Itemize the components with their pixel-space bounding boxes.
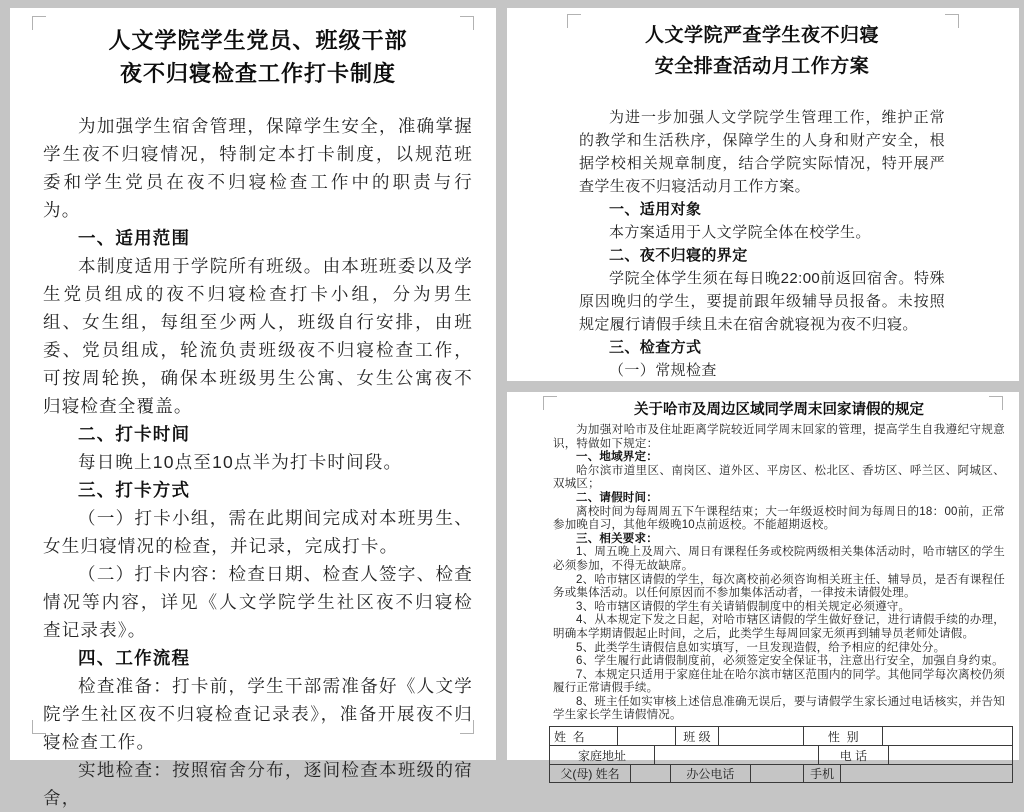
table-input-cell — [618, 727, 676, 746]
paragraph: 三、相关要求： — [576, 532, 658, 545]
table-label-cell: 电 话 — [819, 746, 889, 765]
paragraph: 二、打卡时间 — [78, 424, 191, 444]
paragraph: 一、适用对象 — [609, 201, 702, 218]
margin-crop-mark — [989, 396, 1003, 410]
paragraph: 6、学生履行此请假制度前，必须签定安全保证书，注意出行安全，加强自身约束。 — [576, 655, 1004, 668]
table-label-cell: 家庭地址 — [550, 746, 655, 765]
title-line-1: 人文学院学生党员、班级干部 — [108, 28, 408, 53]
table-input-cell — [655, 746, 819, 765]
paragraph: 四、工作流程 — [78, 648, 191, 668]
title-line-2: 夜不归寝检查工作打卡制度 — [119, 61, 396, 86]
table-row — [550, 727, 1013, 746]
paragraph: 5、此类学生请假信息如实填写，一旦发现造假，给予相应的纪律处分。 — [576, 641, 946, 654]
paragraph: 二、夜不归寝的界定 — [609, 247, 748, 264]
paragraph: 实地检查：按照宿舍分布，逐间检查本班级的宿舍， — [43, 760, 473, 808]
table-label-cell: 办公电话 — [671, 765, 751, 783]
paragraph: 一、地域界定： — [576, 451, 658, 464]
table-input-cell — [751, 765, 804, 783]
document-page-attendance-system — [10, 8, 496, 808]
table-row — [550, 765, 1013, 783]
margin-crop-mark — [543, 396, 557, 410]
paragraph: 本方案适用于人文学院全体在校学生。 — [609, 224, 871, 241]
paragraph: 8、班主任如实审核上述信息准确无误后，要与请假学生家长通过电话核实，并告知学生家长学生请假情况。 — [553, 695, 1005, 722]
title-line-1: 人文学院严查学生夜不归寝 — [644, 25, 879, 46]
paragraph: 2、哈市辖区请假的学生，每次离校前必须咨询相关班主任、辅导员，是否有课程任务或集体活动。以任何原因而不参加集体活动者，一律按未请假处理。 — [553, 573, 1005, 600]
table-input-cell — [841, 765, 1013, 783]
paragraph: 3、哈市辖区请假的学生有关请销假制度中的相关规定必须遵守。 — [576, 600, 911, 613]
paragraph: （一）常规检查 — [609, 362, 717, 379]
page-title — [43, 24, 473, 90]
document-body — [43, 112, 473, 812]
table-input-cell — [719, 727, 804, 746]
paragraph: 三、打卡方式 — [78, 480, 191, 500]
paragraph: （二）打卡内容：检查日期、检查人签字、检查情况等内容，详见《人文学院学生社区夜不归寝检查记录表》。 — [43, 564, 473, 640]
paragraph: （一）打卡小组，需在此期间完成对本班男生、女生归寝情况的检查，并记录，完成打卡。 — [43, 508, 473, 556]
page-title — [579, 20, 945, 82]
margin-crop-mark — [460, 16, 474, 30]
paragraph: 本制度适用于学院所有班级。由本班班委以及学生党员组成的夜不归寝检查打卡小组，分为男生组、女生组，每组至少两人，班级自行安排，由班委、党员组成，轮流负责班级夜不归寝检查工作，可按周轮换，确保本班级男生公寓、女生公寓夜不归寝检查全覆盖。 — [43, 256, 473, 416]
margin-crop-mark — [32, 720, 46, 734]
paragraph: 为加强学生宿舍管理，保障学生安全，准确掌握学生夜不归寝情况，特制定本打卡制度，以规范班委和学生党员在夜不归寝检查工作中的职责与行为。 — [43, 116, 473, 220]
table-input-cell — [883, 727, 1013, 746]
paragraph: 1、周五晚上及周六、周日有课程任务或校院两级相关集体活动时，哈市辖区的学生必须参加，不得无故缺席。 — [553, 546, 1005, 572]
paragraph: 7、本规定只适用于家庭住址在哈尔滨市辖区范围内的同学。其他同学每次离校仍须履行正常请假手续。 — [553, 668, 1005, 695]
table-label-cell: 性 别 — [804, 727, 883, 746]
paragraph: 每日晚上10点至10点半为打卡时间段。 — [78, 452, 403, 472]
table-input-cell — [889, 746, 1013, 765]
paragraph: 三、检查方式 — [609, 339, 702, 356]
paragraph: 为进一步加强人文学院学生管理工作，维护正常的教学和生活秩序，保障学生的人身和财产安全，根据学校相关规章制度，结合学院实际情况，特开展严查学生夜不归寝活动月工作方案。 — [579, 109, 945, 195]
document-body — [553, 424, 1005, 723]
table-label-cell: 手机 — [804, 765, 841, 783]
paragraph: 二、请假时间： — [576, 491, 658, 504]
margin-crop-mark — [945, 14, 959, 28]
table-label-cell: 班 级 — [676, 727, 719, 746]
margin-crop-mark — [460, 720, 474, 734]
title-line-2: 安全排查活动月工作方案 — [654, 56, 870, 77]
paragraph: 学院全体学生须在每日晚22:00前返回宿舍。特殊原因晚归的学生，要提前跟年级辅导员报备。未按照规定履行请假手续且未在宿舍就寝视为夜不归寝。 — [579, 270, 945, 333]
document-page-leave-regulation — [507, 392, 1019, 782]
margin-crop-mark — [567, 14, 581, 28]
table-row — [550, 746, 1013, 765]
document-page-inspection-plan — [507, 8, 1019, 381]
table-label-cell: 父(母) 姓名 — [550, 765, 631, 783]
leave-request-form-table — [549, 726, 1013, 783]
paragraph: 一、适用范围 — [78, 228, 191, 248]
table-input-cell — [631, 765, 671, 783]
paragraph: 哈尔滨市道里区、南岗区、道外区、平房区、松北区、香坊区、呼兰区、阿城区、双城区； — [553, 464, 1005, 491]
paragraph: 4、从本规定下发之日起，对哈市辖区请假的学生做好登记，进行请假手续的办理，明确本学期请假起止时间，之后，此类学生每周回家无须再到辅导员老师处请假。 — [553, 614, 1005, 640]
paragraph: 检查准备：打卡前，学生干部需准备好《人文学院学生社区夜不归寝检查记录表》，准备开展夜不归寝检查工作。 — [43, 676, 473, 752]
page-title: 关于哈市及周边区域同学周末回家请假的规定 — [634, 402, 924, 418]
table-label-cell: 姓 名 — [550, 727, 618, 746]
paragraph: 为加强对哈市及住址距离学院较近同学周末回家的管理，提高学生自我遵纪守规意识，特做如下规定： — [553, 424, 1005, 450]
document-body — [579, 106, 945, 382]
paragraph: 离校时间为每周周五下午课程结束；大一年级返校时间为每周日的18：00前，正常参加晚自习，其他年级晚10点前返校。不能超期返校。 — [553, 505, 1005, 532]
margin-crop-mark — [32, 16, 46, 30]
